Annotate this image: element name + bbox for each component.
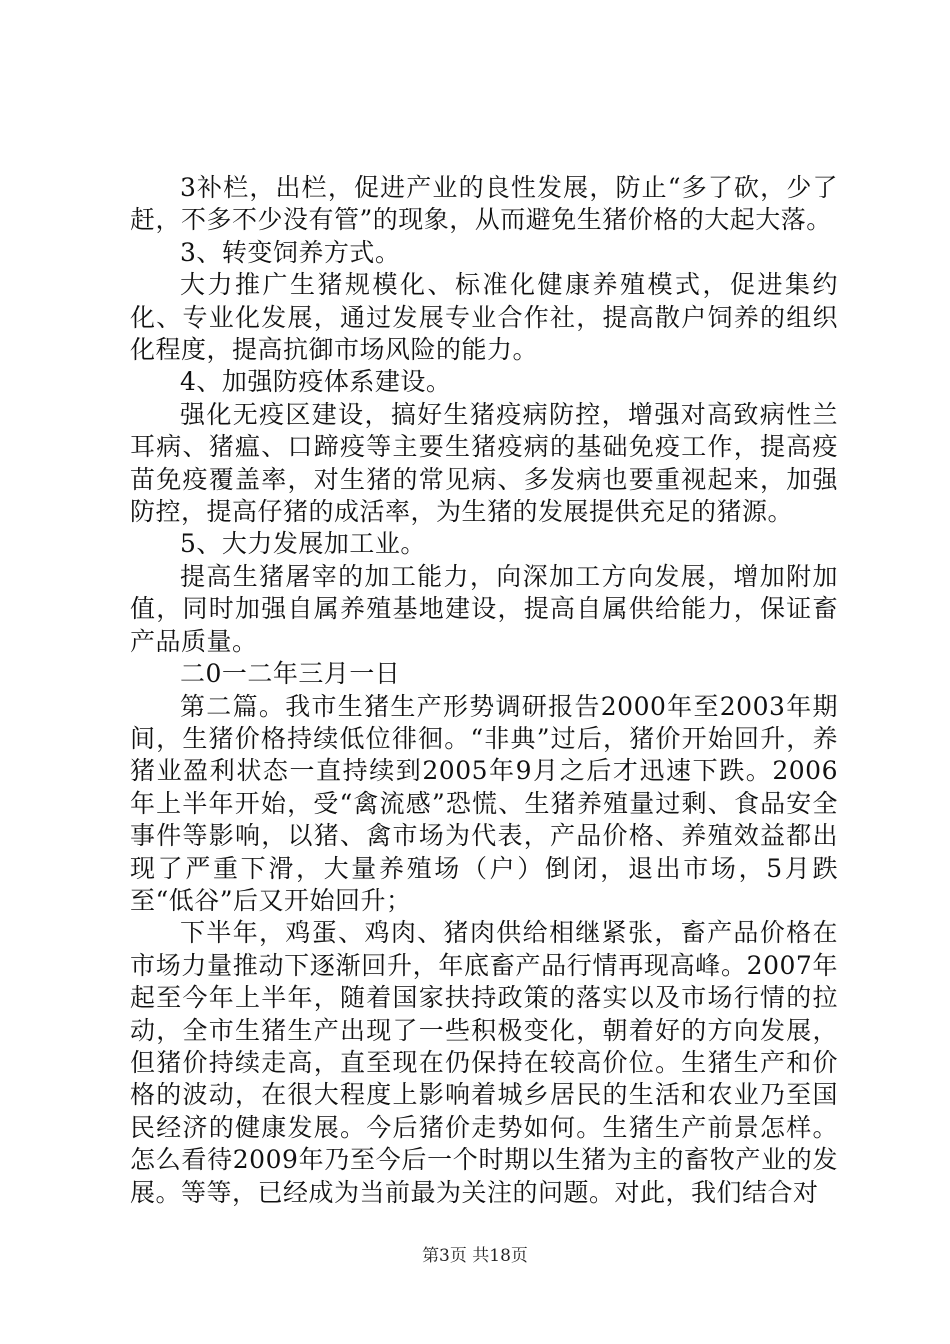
section-heading-5: 5、大力发展加工业。: [180, 529, 426, 559]
paragraph-epidemic-prevention: 强化无疫区建设，搞好生猪疫病防控，增强对高致病性兰耳病、猪瘟、口蹄疫等主要生猪疫病的基础免疫工作，提高疫苗免疫覆盖率，对生猪的常见病、多发病也要重视起来，加强防控，提高仔猪的成活率，为生猪的发展提供充足的猪源。: [130, 399, 838, 527]
paragraph-feeding-method: 大力推广生猪规模化、标准化健康养殖模式，促进集约化、专业化发展，通过发展专业合作社，提高散户饲养的组织化程度，提高抗御市场风险的能力。: [130, 270, 838, 365]
document-body: [130, 172, 838, 1209]
section-heading-3: 3、转变饲养方式。: [180, 237, 401, 267]
paragraph-processing-industry: 提高生猪屠宰的加工能力，向深加工方向发展，增加附加值，同时加强自属养殖基地建设，提高自属供给能力，保证畜产品质量。: [130, 561, 838, 656]
paragraph-second-half-year: 下半年，鸡蛋、鸡肉、猪肉供给相继紧张，畜产品价格在市场力量推动下逐渐回升，年底畜产品行情再现高峰。2007年起至今年上半年，随着国家扶持政策的落实以及市场行情的拉动，全市生猪生产出现了一些积极变化，朝着好的方向发展，但猪价持续走高，直至现在仍保持在较高价位。生猪生产和价格的波动，在很大程度上影响着城乡居民的生活和农业乃至国民经济的健康发展。今后猪价走势如何。生猪生产前景怎样。怎么看待2009年乃至今后一个时期以生猪为主的畜牧产业的发展。等等，已经成为当前最为关注的问题。对此，我们结合对: [130, 918, 838, 1207]
paragraph-continuation: 3补栏，出栏，促进产业的良性发展，防止“多了砍，少了赶，不多不少没有管”的现象，从而避免生猪价格的大起大落。: [130, 173, 838, 235]
paragraph-second-article-intro: 第二篇。我市生猪生产形势调研报告2000年至2003年期间，生猪价格持续低位徘徊。“非典”过后，猪价开始回升，养猪业盈利状态一直持续到2005年9月之后才迅速下跌。2006年上半年开始，受“禽流感”恐慌、生猪养殖量过剩、食品安全事件等影响，以猪、禽市场为代表，产品价格、养殖效益都出现了严重下滑，大量养殖场（户）倒闭，退出市场，5月跌至“低谷”后又开始回升；: [130, 691, 838, 915]
page-footer: 第3页 共18页: [422, 1246, 528, 1266]
section-heading-4: 4、加强防疫体系建设。: [180, 367, 452, 397]
document-date: 二0一二年三月一日: [180, 659, 401, 689]
